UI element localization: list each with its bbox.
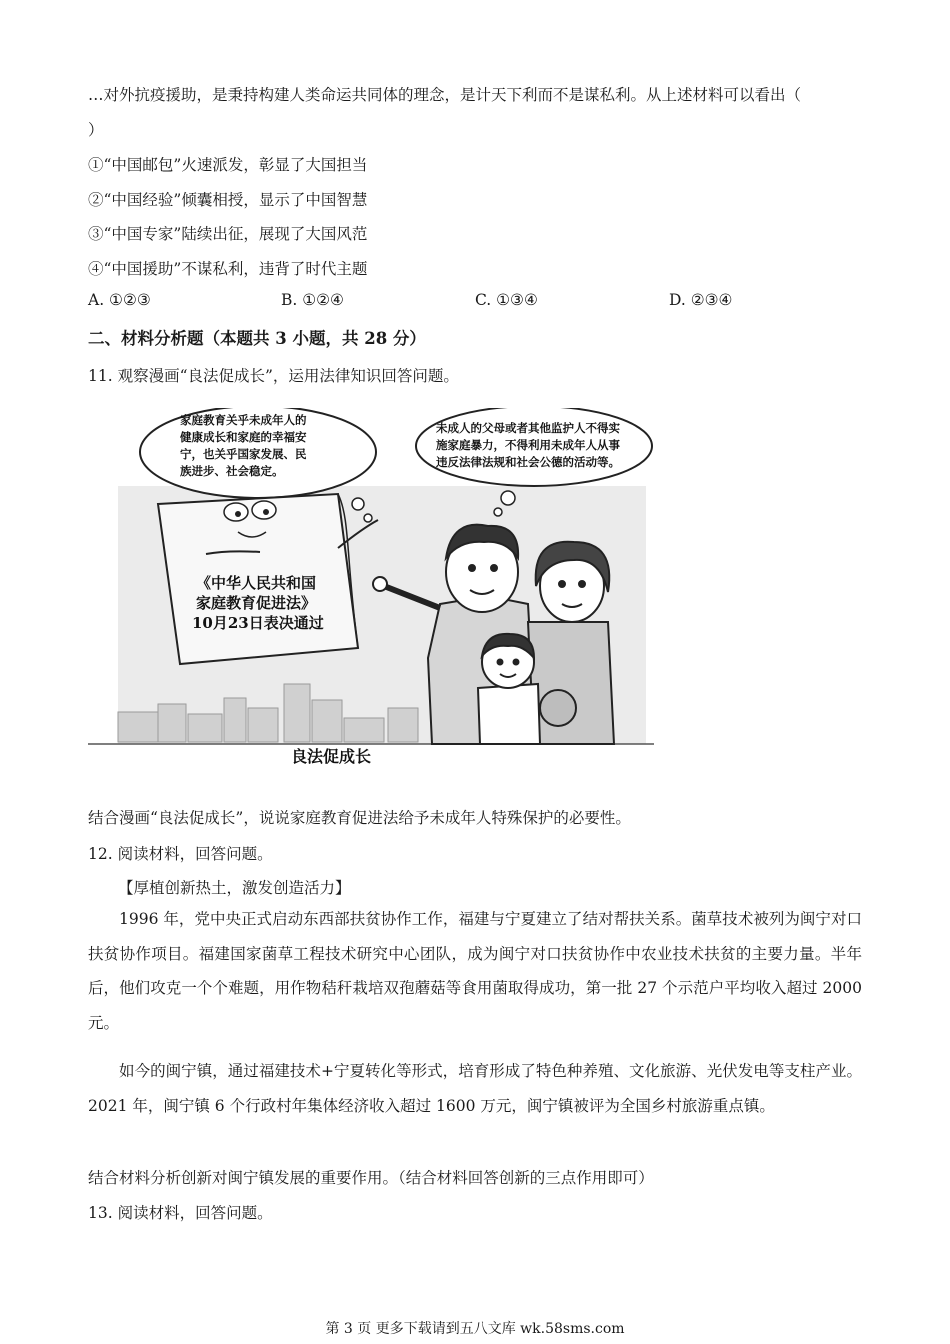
law-title-line: 家庭教育促进法》 [196, 594, 317, 612]
cartoon-caption: 良法促成长 [291, 747, 372, 766]
section-heading: 二、材料分析题（本题共 3 小题，共 28 分） [88, 329, 426, 348]
q12-paragraph-1 [88, 902, 862, 1040]
bubble-right-line: 施家庭暴力，不得利用未成年人从事 [436, 438, 620, 452]
q12-paragraph-2 [88, 1054, 862, 1123]
q12-question: 结合材料分析创新对闽宁镇发展的重要作用。（结合材料回答创新的三点作用即可） [88, 1169, 654, 1187]
ball-icon [540, 690, 576, 726]
law-document-icon [158, 494, 378, 664]
bubble-left-line: 族进步、社会稳定。 [180, 464, 284, 478]
bubble-left-line: 健康成长和家庭的幸福安 [180, 430, 307, 444]
law-title-line: 10月23日表决通过 [192, 614, 324, 632]
q10-option-d: D. ②③④ [669, 291, 733, 309]
q11-question: 结合漫画“良法促成长”，说说家庭教育促进法给予未成年人特殊保护的必要性。 [88, 809, 631, 827]
q12-material-title: 【厚植创新热土，激发创造活力】 [118, 879, 351, 897]
q10-option-c: C. ①③④ [475, 291, 538, 309]
bubble-right-line: 违反法律法规和社会公德的活动等。 [436, 455, 620, 469]
bubble-left-line: 家庭教育关乎未成年人的 [180, 413, 307, 427]
q10-item: ③“中国专家”陆续出征，展现了大国风范 [88, 225, 368, 243]
q11-stem: 11. 观察漫画“良法促成长”，运用法律知识回答问题。 [88, 367, 459, 385]
q13-stem: 13. 阅读材料，回答问题。 [88, 1204, 273, 1222]
q10-stem-line1: …对外抗疫援助，是秉持构建人类命运共同体的理念，是计天下利而不是谋私利。从上述材料可以看出（ [88, 86, 802, 104]
q10-item: ④“中国援助”不谋私利，违背了时代主题 [88, 260, 368, 278]
cartoon-image [88, 408, 654, 766]
law-title-line: 《中华人民共和国 [196, 574, 317, 592]
q12-paragraph-1-text: 1996 年，党中央正式启动东西部扶贫协作工作，福建与宁夏建立了结对帮扶关系。菌草技术被列为闽宁对口扶贫协作项目。福建国家菌草工程技术研究中心团队，成为闽宁对口扶贫协作中农业技术扶贫的主要力量。半年后，他们攻克一个个难题，用作物秸秆栽培双孢蘑菇等食用菌取得成功，第一批 27 个示范户平均收入超过 2000 元。 [88, 910, 862, 1032]
q10-item: ②“中国经验”倾囊相授，显示了中国智慧 [88, 191, 368, 209]
q10-item: ①“中国邮包”火速派发，彰显了大国担当 [88, 156, 368, 174]
bubble-left-line: 宁，也关乎国家发展、民 [180, 447, 307, 461]
q12-stem: 12. 阅读材料，回答问题。 [88, 845, 273, 863]
q10-option-b: B. ①②④ [281, 291, 344, 309]
bubble-right-line: 未成人的父母或者其他监护人不得实 [436, 421, 620, 435]
q10-option-a: A. ①②③ [88, 291, 151, 309]
q10-stem-line2: ） [88, 121, 104, 139]
page-footer: 第 3 页 更多下载请到五八文库 wk.58sms.com [325, 1321, 625, 1337]
q12-paragraph-2-text: 如今的闽宁镇，通过福建技术+宁夏转化等形式，培育形成了特色种养殖、文化旅游、光伏发电等支柱产业。2021 年，闽宁镇 6 个行政村年集体经济收入超过 1600 万元，闽宁镇被评为全国乡村旅游重点镇。 [88, 1062, 862, 1115]
